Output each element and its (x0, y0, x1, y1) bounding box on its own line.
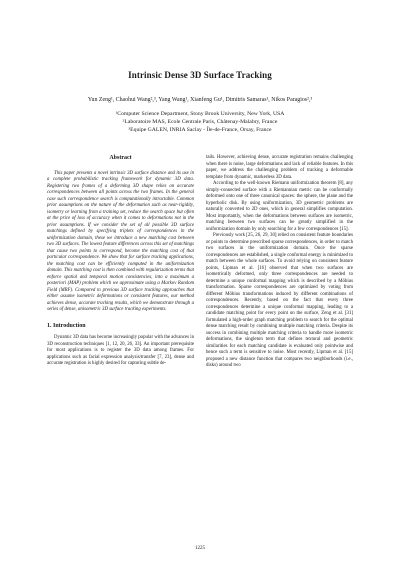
body-paragraph: Previously work [25, 26, 29, 30] relied on consistent feature boundaries or points to determine prescribed sparse correspondences, in order to match two surfaces in the uniformization domain. Once the sparse correspondences are established, a single conformal energy is minimized to match between the whole surfaces. To avoid relying on consistent feature points, Lipman et al. [16] observed that when two surfaces are isometrically deformed, only three correspondences are needed to determine a unique conformal mapping which is described by a Möbius transformation. Sparse correspondences are optimized by voting from different Möbius transformations induced by different combinations of correspondences. Recently, based on the fact that every three correspondences determine a unique conformal mapping, leading to a candidate matching point for every point on the surface, Zeng et al. [31] formulated a high-order graph matching problem to search for the optimal dense matching result by combining multiple matching criteria. Despite its success in combining multiple matching criteria to handle more isometric deformations, the singleton term that defines textural and geometric similarities for each matching candidate is evaluated only pointwise and hence such a term is sensitive to noise. Most recently, Lipman et al. [15] proposed a new distance function that compares two neighborhoods (i.e., disks) around two (206, 233, 353, 368)
right-column (206, 155, 353, 370)
left-column (47, 155, 194, 368)
intro-paragraph: Dynamic 3D data has become increasingly popular with the advances in 3D reconstruction techniques [1, 12, 20, 26, 33]. An important prerequisite for most applications is to register the 3D data among frames. For applications such as facial expression analysis/transfer [7, 23], dense and accurate registration is highly desired for capturing subtle de- (47, 335, 194, 366)
body-paragraph: According to the well-known Riemann uniformization theorem [8], any simply-connected surface with a Riemannian metric can be conformally deformed onto one of three canonical spaces: the sphere, the plane and the hyperbolic disk. By using uniformization, 3D geometric problems are naturally converted to 2D ones, which in general simplifies computation. Most importantly, when the deformations between surfaces are isometric, matching between two surfaces can be greatly simplified in the uniformization domain by only searching for a few correspondences [15]. (206, 181, 353, 232)
introduction-section (47, 323, 194, 368)
section-heading: 1. Introduction (47, 322, 86, 329)
page-number: 1225 (195, 546, 205, 551)
affiliation-1: ¹Computer Science Department, Stony Brook University, New York, USA (115, 111, 285, 117)
body-paragraph: tails. However, achieving dense, accurate registration remains challenging when there is noise, large deformations and lack of reliable features. In this paper, we address the challenging problem of tracking a deformable template from dynamic, markerless 3D data. (206, 155, 353, 180)
author-list: Yun Zeng¹, Chaohui Wang²,³, Yang Wang¹, Xianfeng Gu¹, Dimitris Samaras¹, Nikos Paragios²,³ (87, 97, 313, 103)
abstract-section (47, 155, 194, 314)
affiliation-3: ³Equipe GALEN, INRIA Saclay - Île-de-France, Orsay, France (128, 127, 272, 133)
affiliation-2: ²Laboratoire MAS, Ecole Centrale Paris, Châtenay-Malabry, France (122, 119, 278, 125)
abstract-text: This paper presents a novel intrinsic 3D surface distance and its use in a complete probabilistic tracking framework for dynamic 3D data. Registering two frames of a deforming 3D shape relies on accurate correspondences between all points across the two frames. In the general case such correspondence search is computationally intractable. Common prior assumptions on the nature of the deformation such as near-rigidity, isometry or learning from a training set, reduce the search space but often at the price of loss of accuracy when it comes to deformations not in the prior assumptions. If we consider the set of all possible 3D surface matchings defined by specifying triplets of correspondences in the uniformization domain, these we introduce a new matching cost between two 3D surfaces. The lowest feature differences across this set of matchings that cause two points to correspond, become the matching cost of that particular correspondence. We show that for surface tracking applications, the matching cost can be efficiently computed in the uniformization domain. This matching cost is then combined with regularization terms that enforce spatial and temporal motion consistencies, into a maximum a posteriori (MAP) problem which we approximate using a Markov Random Field (MRF). Compared to previous 3D surface tracking approaches that either assume isometric deformations or consistent features, our method achieves dense, accurate tracking results, which we demonstrate through a series of dense, anisometric 3D surface tracking experiments. (47, 170, 194, 312)
paper-title: Intrinsic Dense 3D Surface Tracking (128, 70, 272, 80)
abstract-heading: Abstract (109, 155, 132, 161)
